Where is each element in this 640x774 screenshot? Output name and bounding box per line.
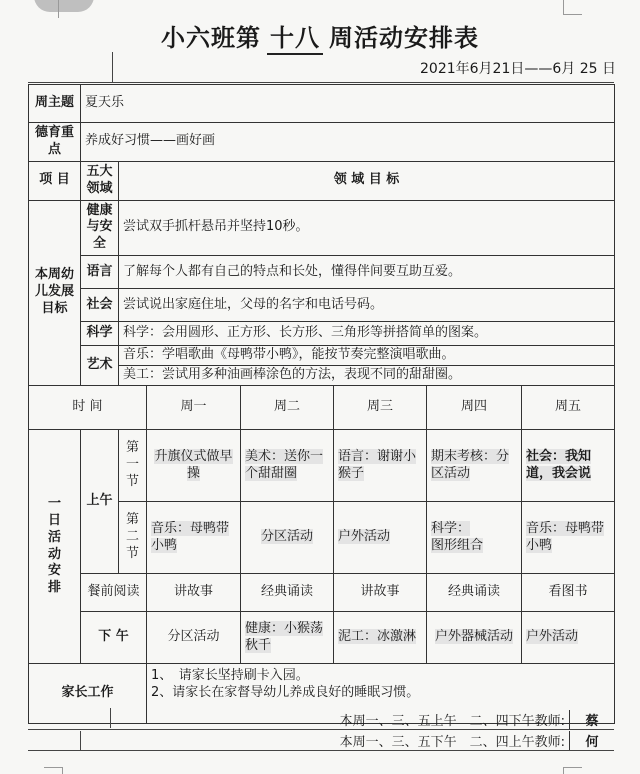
- footer-text: 本周一、三、五下午 二、四上午教师:: [339, 735, 565, 750]
- art-craft: 美工：尝试用多种油画棒涂色的方法，表现不同的甜甜圈。: [123, 367, 462, 383]
- goal-domain: 健康与安全: [81, 200, 119, 256]
- header-goals: 领 域 目 标: [119, 161, 615, 200]
- activity-cell: 户外活动: [526, 629, 579, 645]
- crop-mark: [40, 0, 59, 18]
- activity-cell: 美术：送你一个甜甜圈: [245, 448, 324, 481]
- afternoon-label: 下 午: [81, 612, 147, 664]
- activity-cell: 分区活动: [167, 629, 220, 645]
- reading-cell: 讲故事: [334, 574, 427, 612]
- goal-domain: 科学: [81, 322, 119, 346]
- header-item: 项 目: [29, 161, 81, 200]
- goal-domain: 社会: [81, 289, 119, 322]
- period-label: 第一节: [119, 430, 147, 502]
- goal-text: 科学：会用圆形、正方形、长方形、三角形等拼搭简单的图案。: [119, 322, 615, 346]
- parents-line: 2、请家长在家督导幼儿养成良好的睡眠习惯。: [151, 684, 420, 700]
- day-header: 周五: [522, 386, 615, 430]
- art-domain: 艺术: [81, 346, 119, 386]
- parents-label: 家长工作: [29, 664, 147, 724]
- activity-cell: 户外器械活动: [434, 629, 513, 645]
- header-domains: 五大领域: [81, 161, 119, 200]
- divider: [80, 731, 81, 750]
- goals-label: 本周幼儿发展目标: [29, 200, 81, 385]
- activity-cell: 期末考核：分区活动: [431, 448, 510, 481]
- title-suffix: 周活动安排表: [329, 24, 479, 52]
- section-label: 一日活动安排: [29, 430, 81, 664]
- activity-cell: 语言：谢谢小猴子: [338, 448, 417, 481]
- activity-cell: 音乐：母鸭带小鸭: [526, 520, 605, 553]
- teacher-name: 蔡: [569, 710, 614, 729]
- reading-cell: 经典诵读: [241, 574, 334, 612]
- parents-line: 1、 请家长坚持刷卡入园。: [151, 668, 309, 684]
- day-header: 周一: [147, 386, 241, 430]
- day-header: 周三: [334, 386, 427, 430]
- divider: [28, 82, 614, 83]
- activity-cell: 社会：我知道，我会说: [526, 448, 592, 481]
- teacher-name: 何: [569, 731, 614, 750]
- activity-cell: 健康：小猴荡秋千: [245, 620, 324, 653]
- crop-mark: [44, 767, 63, 774]
- goal-domain: 语言: [81, 256, 119, 289]
- title-prefix: 小六班第: [161, 24, 261, 52]
- week-number: 十八: [267, 18, 323, 55]
- divider: [110, 708, 111, 728]
- day-header: 周二: [241, 386, 334, 430]
- divider: [112, 52, 113, 82]
- activity-cell: 科学： 图形组合: [431, 520, 484, 553]
- goal-text: 尝试说出家庭住址，父母的名字和电话号码。: [119, 289, 615, 322]
- schedule-table: [28, 84, 615, 724]
- footer-line-2: [340, 731, 614, 750]
- goal-text: 尝试双手抓杆悬吊并坚持10秒。: [119, 200, 615, 256]
- theme-label: 周主题: [29, 85, 81, 123]
- activity-cell: 分区活动: [260, 529, 313, 545]
- reading-cell: 经典诵读: [427, 574, 522, 612]
- divider: [28, 729, 614, 730]
- time-label: 时 间: [29, 386, 147, 430]
- art-music: 音乐：学唱歌曲《母鸭带小鸭》，能按节奏完整演唱歌曲。: [119, 346, 614, 366]
- morning-label: 上午: [81, 430, 119, 574]
- reading-label: 餐前阅读: [81, 574, 147, 612]
- footer-text: 本周一、三、五上午 二、四下午教师:: [339, 714, 565, 729]
- moral-value: 养成好习惯——画好画: [81, 123, 615, 162]
- crop-mark: [563, 0, 582, 15]
- divider: [28, 750, 614, 751]
- goal-text: 了解每个人都有自己的特点和长处，懂得伴间要互助互爱。: [119, 256, 615, 289]
- day-header: 周四: [427, 386, 522, 430]
- activity-cell: 泥工：冰激淋: [338, 629, 417, 645]
- period-label: 第二节: [119, 502, 147, 574]
- theme-value: 夏天乐: [81, 85, 615, 123]
- reading-cell: 看图书: [522, 574, 615, 612]
- crop-mark: [563, 767, 582, 774]
- activity-cell: 音乐：母鸭带小鸭: [151, 520, 230, 553]
- activity-cell: 升旗仪式做早操: [154, 448, 233, 481]
- date-range: 2021年6月21日——6月 25 日: [420, 61, 616, 77]
- reading-cell: 讲故事: [147, 574, 241, 612]
- footer-line-1: [340, 710, 614, 729]
- page-title: [0, 18, 640, 55]
- moral-label: 德育重点: [29, 123, 81, 162]
- activity-cell: 户外活动: [338, 529, 391, 545]
